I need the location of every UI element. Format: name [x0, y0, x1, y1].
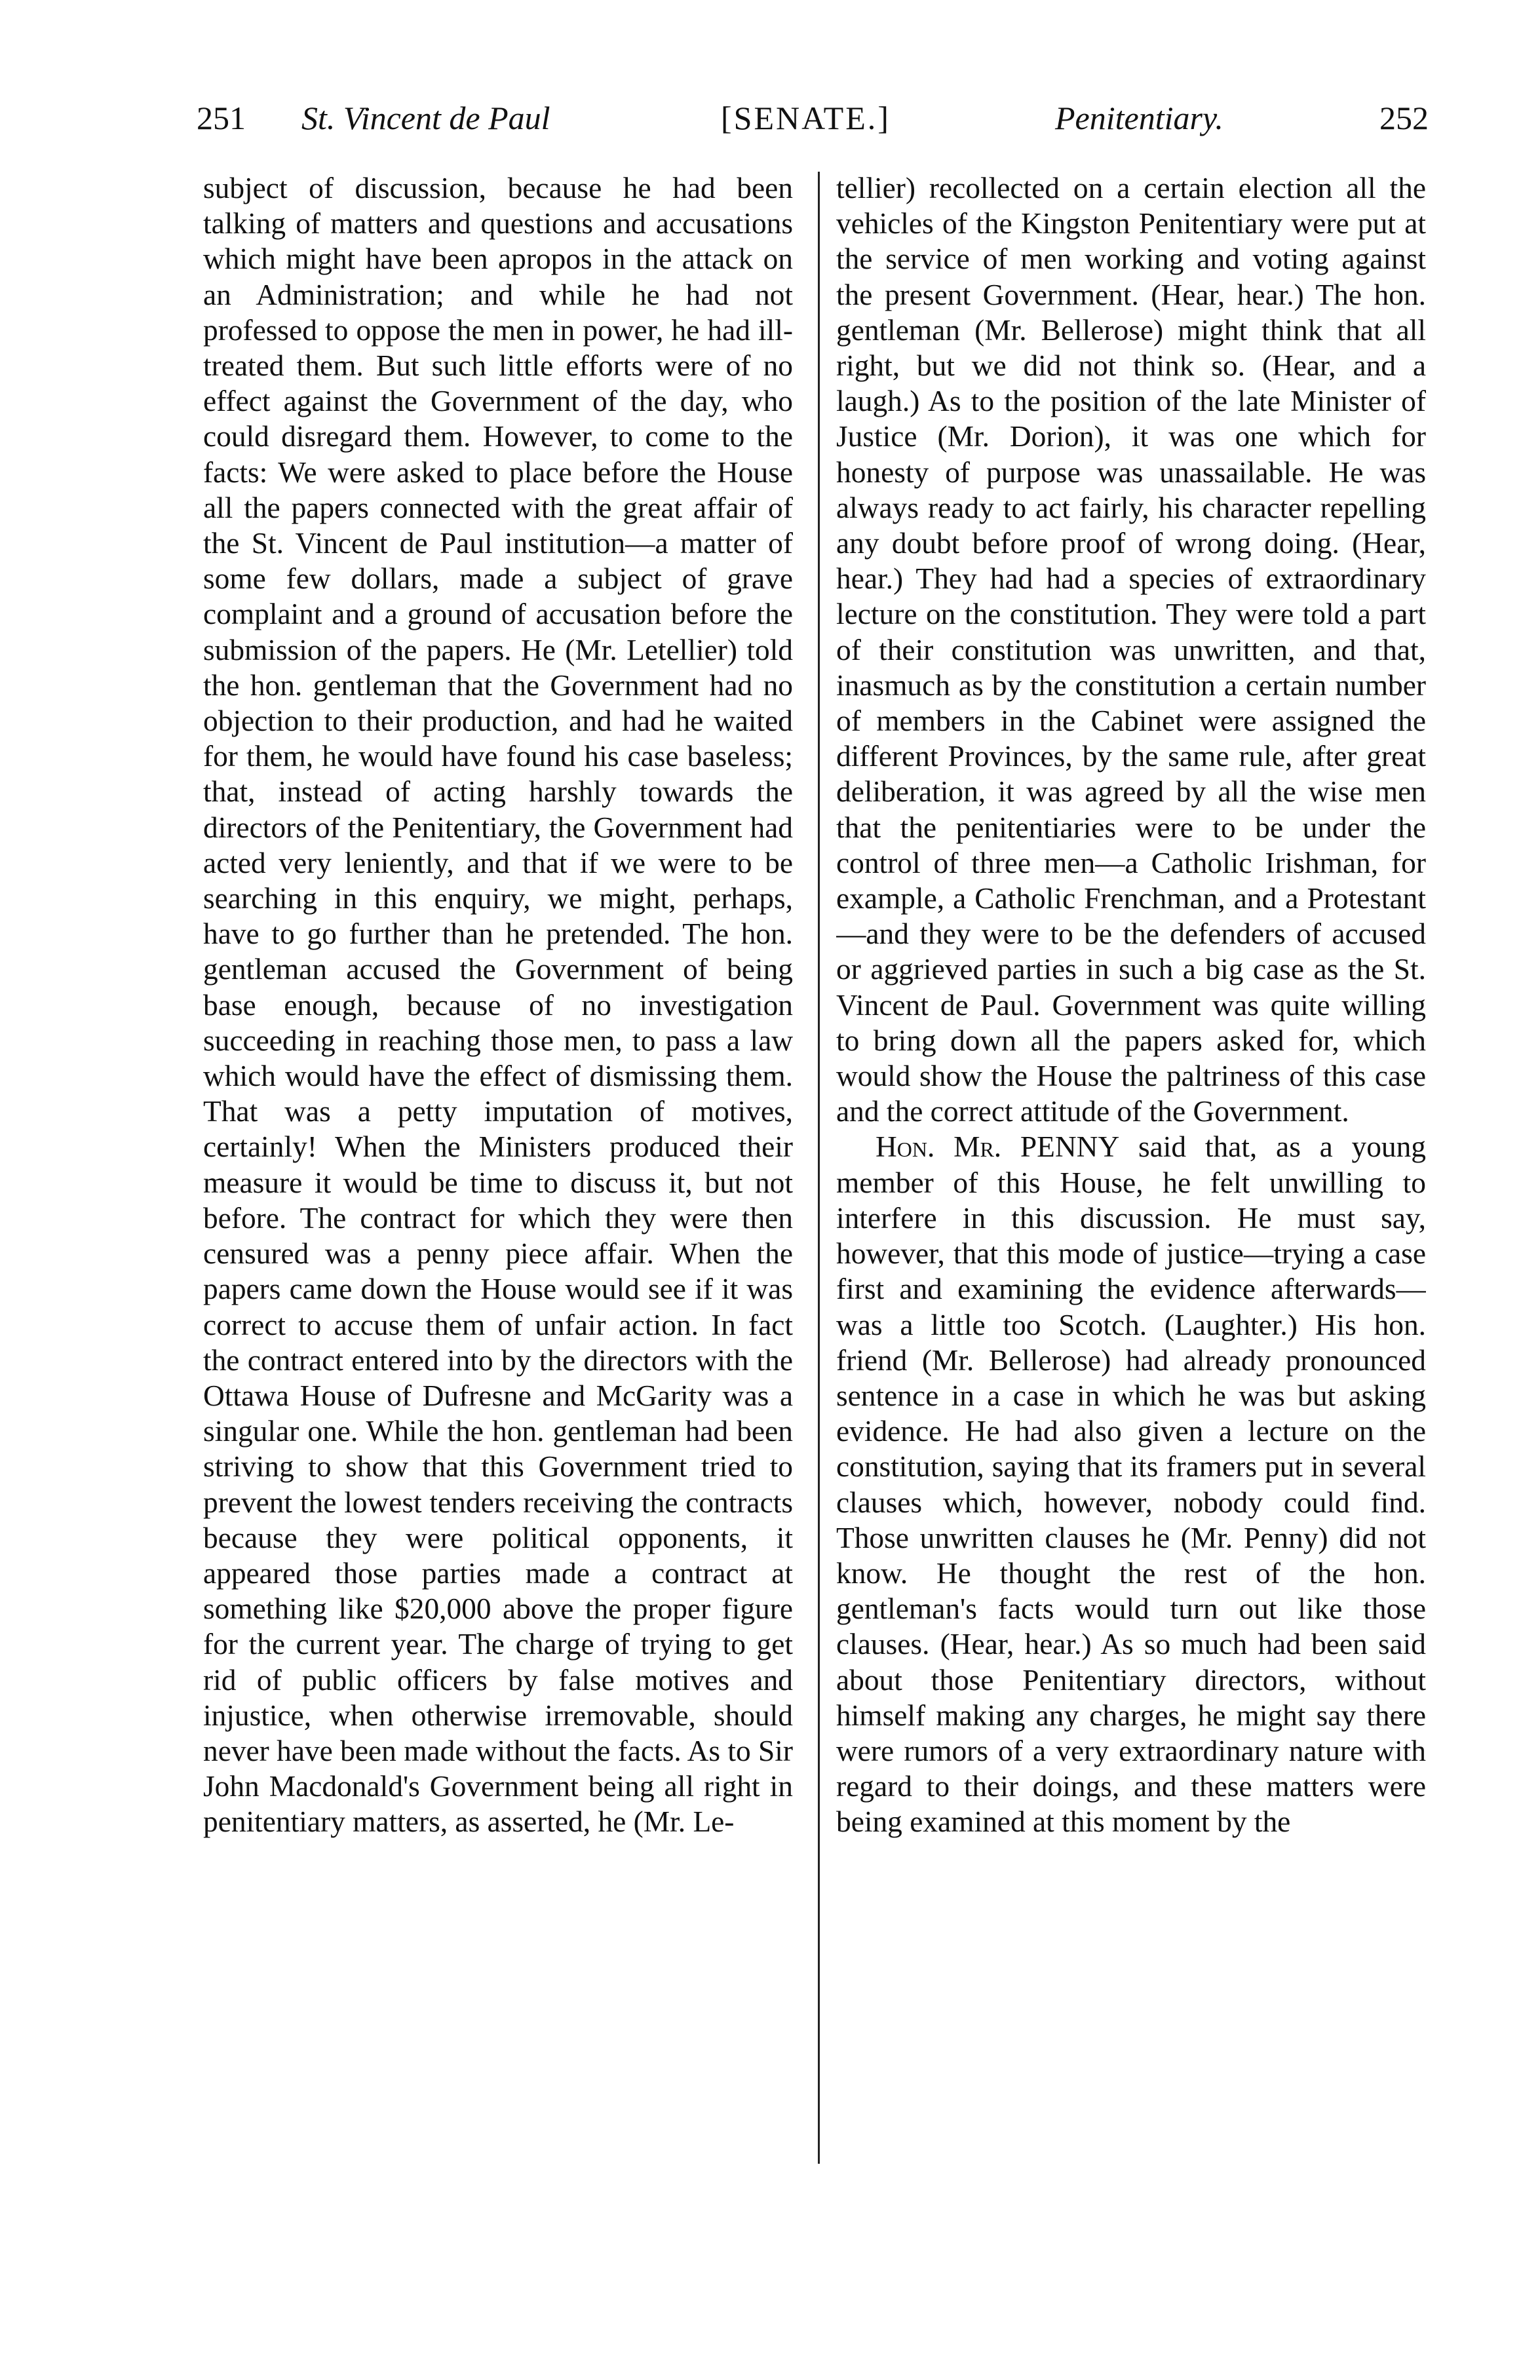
- left-column-paragraph: subject of discussion, because he had been talking of matters and questions and accusations which might have been apropos in the attack on an Administration; and while he had not professed to oppose the men in power, he had ill-treated them. But such little efforts were of no effect against the Government of the day, who could disregard them. However, to come to the facts: We were asked to place before the House all the papers connected with the great affair of the St. Vincent de Paul institution—a matter of some few dollars, made a subject of grave complaint and a ground of accusation before the submission of the papers. He (Mr. Letellier) told the hon. gentleman that the Government had no objection to their production, and had he waited for them, he would have found his case baseless; that, instead of acting harshly towards the directors of the Penitentiary, the Government had acted very leniently, and that if we were to be searching in this enquiry, we might, perhaps, have to go further than he pretended. The hon. gentleman accused the Government of being base enough, because of no investigation succeeding in reaching those men, to pass a law which would have the effect of dismissing them. That was a petty imputation of motives, certainly! When the Ministers produced their measure it would be time to discuss it, but not before. The contract for which they were then censured was a penny piece affair. When the papers came down the House would see if it was correct to accuse them of unfair action. In fact the contract entered into by the directors with the Ottawa House of Dufresne and McGarity was a singular one. While the hon. gentleman had been striving to show that this Government tried to prevent the lowest tenders receiving the contracts because they were political opponents, it appeared those parties made a contract at something like $20,000 above the proper figure for the current year. The charge of trying to get rid of public officers by false motives and injustice, when otherwise irremovable, should never have been made without the facts. As to Sir John Macdonald's Government being all right in penitentiary matters, as asserted, he (Mr. Le-: [203, 172, 793, 1839]
- speaker-name: Hon. Mr. PENNY: [876, 1130, 1120, 1164]
- right-column-paragraph-continued: tellier) recollected on a certain election all the vehicles of the Kingston Penitentiary were put at the service of men working and voting against the present Government. (Hear, hear.) The hon. gentleman (Mr. Bellerose) might think that all right, but we did not think so. (Hear, and a laugh.) As to the position of the late Minister of Justice (Mr. Dorion), it was one which for honesty of purpose was unassailable. He was always ready to act fairly, his character repelling any doubt before proof of wrong doing. (Hear, hear.) They had had a species of extraordinary lecture on the constitution. They were told a part of their constitution was unwritten, and that, inasmuch as by the constitution a certain number of members in the Cabinet were assigned the different Provinces, by the same rule, after great deliberation, it was agreed by all the wise men that the penitentiaries were to be under the control of three men—a Catholic Irishman, for example, a Catholic Frenchman, and a Protestant—and they were to be the defenders of accused or aggrieved parties in such a big case as the St. Vincent de Paul. Government was quite willing to bring down all the papers asked for, which would show the House the paltriness of this case and the correct attitude of the Government.: [836, 172, 1426, 1128]
- right-page-number: 252: [1379, 100, 1429, 136]
- speech-text: said that, as a young member of this House, he felt unwilling to interfere in this discussion. He must say, however, that this mode of justice—trying a case first and examining the evidence afterwards—was a little too Scotch. (Laughter.) His hon. friend (Mr. Bellerose) had already pronounced sentence in a case in which he was but asking evidence. He had also given a lecture on the constitution, saying that its framers put in several clauses which, however, nobody could find. Those unwritten clauses he (Mr. Penny) did not know. He thought the rest of the hon. gentleman's facts would turn out like those clauses. (Hear, hear.) As so much had been said about those Penitentiary directors, without himself making any charges, he might say there were rumors of a very extraordinary nature with regard to their doings, and these matters were being examined at this moment by the: [836, 1130, 1426, 1839]
- right-column: [836, 170, 1426, 2169]
- running-header: [197, 92, 1429, 144]
- right-running-title: Penitentiary.: [1055, 100, 1223, 136]
- speech-paragraph: [836, 1129, 1426, 1839]
- column-divider: [818, 172, 820, 2164]
- left-column: [203, 170, 793, 2169]
- chamber-title: [SENATE.]: [721, 100, 891, 136]
- left-page-number: 251: [197, 100, 246, 136]
- left-running-title: St. Vincent de Paul: [301, 100, 550, 136]
